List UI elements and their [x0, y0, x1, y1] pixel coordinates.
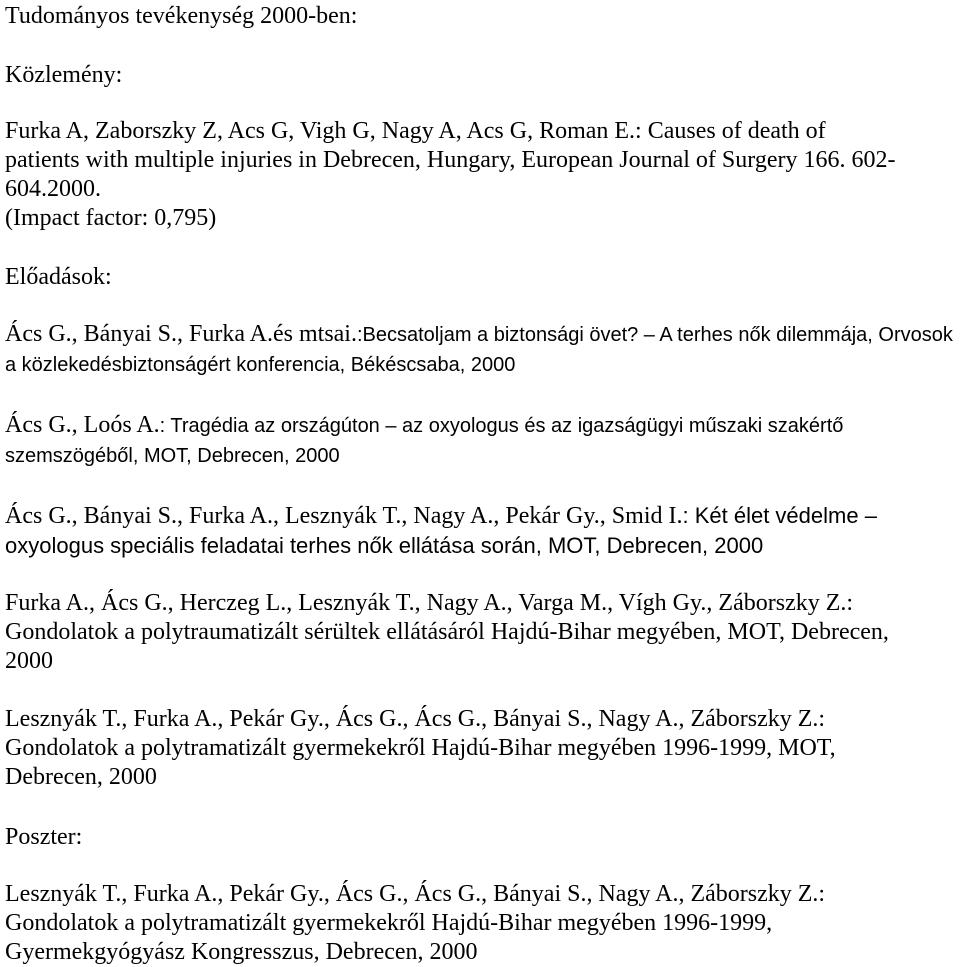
lecture-entry-1-authors: Ács G., Bányai S., Furka A.és mtsai. — [5, 321, 357, 347]
lecture-entry-1-text: :Becsatoljam a biztonsági övet? – A terhes nők dilemmája, Orvosok a közlekedésbiztonságért konferencia, Békéscsaba, 2000 — [5, 324, 953, 376]
lectures-label: Előadások: — [5, 264, 112, 290]
lecture-entry-3-authors: Ács G., Bányai S., Furka A., Lesznyák T., Nagy A., Pekár Gy., Smid I. — [5, 503, 683, 529]
publication-entry: Furka A, Zaborszky Z, Acs G, Vigh G, Nagy A, Acs G, Roman E.: Causes of death of patients with multiple injuries in Debrecen, Hungary, European Journal of Surgery 166. 602- 604.2000. (Impact factor: 0,795) — [5, 118, 896, 231]
lecture-entry-5: Lesznyák T., Furka A., Pekár Gy., Ács G., Ács G., Bányai S., Nagy A., Záborszky Z.: Gondolatok a polytramatizált gyermekekről Hajdú-Bihar megyében 1996-1999, MOT, Debrecen, 2000 — [5, 706, 836, 790]
lecture-entry-4: Furka A., Ács G., Herczeg L., Lesznyák T., Nagy A., Varga M., Vígh Gy., Záborszky Z.: Gondolatok a polytraumatizált sérültek ellátásáról Hajdú-Bihar megyében, MOT, Debrecen, 2000 — [5, 590, 889, 674]
lecture-entry-1 — [5, 320, 955, 380]
page-heading: Tudományos tevékenység 2000-ben: — [5, 3, 358, 29]
publication-label: Közlemény: — [5, 62, 123, 88]
lecture-entry-2 — [5, 411, 955, 471]
poster-entry: Lesznyák T., Furka A., Pekár Gy., Ács G., Ács G., Bányai S., Nagy A., Záborszky Z.: Gondolatok a polytramatizált gyermekekről Hajdú-Bihar megyében 1996-1999, Gyermekgyógyász Kongresszus, Debrecen, 2000 — [5, 881, 826, 965]
lecture-entry-2-authors: Ács G., Loós A. — [5, 412, 160, 438]
poster-label: Poszter: — [5, 824, 83, 850]
lecture-entry-3-text: : Két élet védelme – oxyologus speciális feladatai terhes nők ellátása során, MOT, Debrecen, 2000 — [5, 503, 877, 558]
lecture-entry-3 — [5, 501, 955, 561]
lecture-entry-2-text: : Tragédia az országúton – az oxyologus és az igazságügyi műszaki szakértő szemszögéből, MOT, Debrecen, 2000 — [5, 415, 844, 467]
